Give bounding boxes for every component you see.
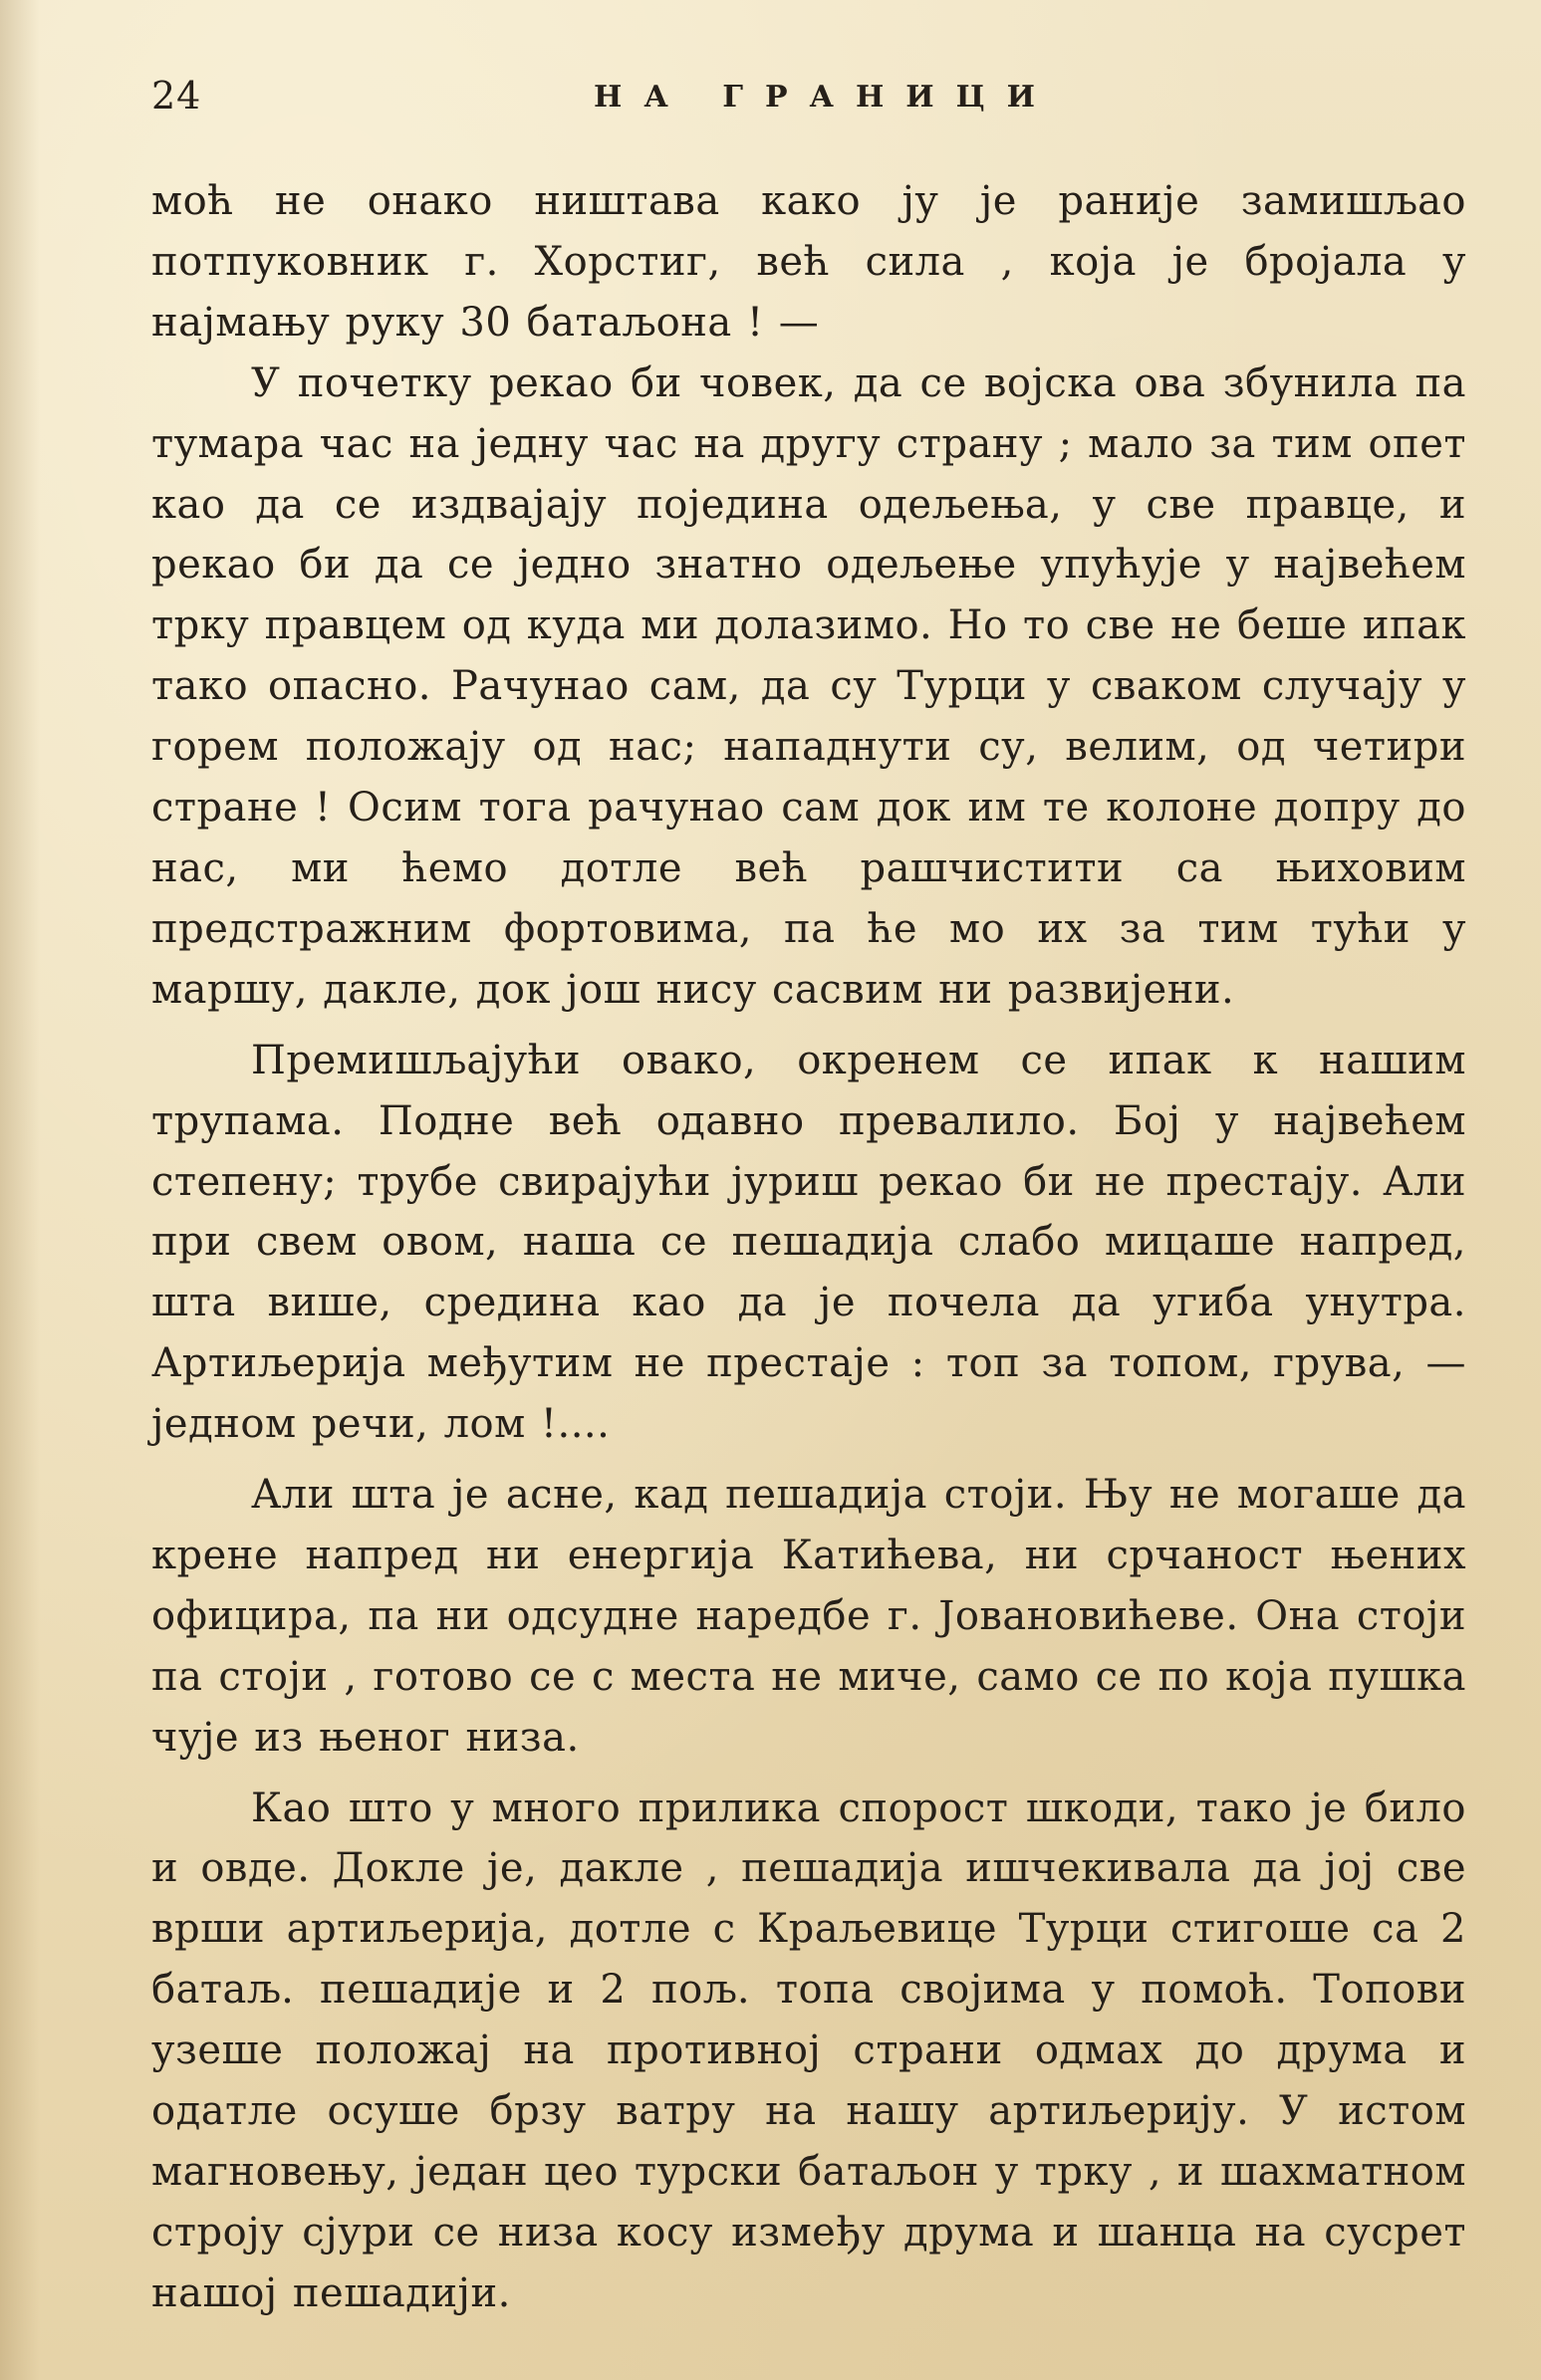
paragraph: Али шта је асне, кад пешадија стоји. Њу не могаше да крене напред ни енергија Катићева, ни срчаност њених официра, па ни одсудне наредбе г. Јовановићеве. Она стоји па стоји , готово се с места не миче, само се по која пушка чује из њеног низа.	[151, 1472, 1466, 1761]
page-number: 24	[151, 74, 202, 118]
paragraph-gap	[151, 1021, 1466, 1031]
paragraph-gap	[151, 1455, 1466, 1465]
paragraph: Као што у много прилика спорост шкоди, тако је било и овде. Докле је, дакле , пешадија ишчекивала да јој све врши артиљерија, дотле с Краљевице Турци стигоше са 2 батаљ. пешадије и 2 пољ. топа својима у помоћ. Топови узеше положај на противној страни одмах до друма и одатле осуше брзу ватру на нашу артиљерију. У истом магновењу, један цео турски батаљон у трку , и шахматном строју сјури се низа косу између друма и шанца на сусрет нашој пешадији.	[151, 1785, 1466, 2316]
paragraph-gap	[151, 1769, 1466, 1779]
running-head: НА ГРАНИЦИ	[594, 80, 1057, 115]
page-header	[149, 66, 1461, 125]
paragraph: Премишљајући овако, окренем се ипак к нашим трупама. Подне већ одавно превалило. Бој у највећем степену; трубе свирајући јуриш рекао би не престају. Али при свем овом, наша се пешадија слабо мицаше напред, шта више, средина као да је почела да угиба унутра. Артиљерија међутим не престаје : топ за топом, грува, — једном речи, лом !....	[151, 1037, 1466, 1448]
paragraph: моћ не онако ништава како ју је раније замишљао потпуковник г. Хорстиг, већ сила , која је бројала у најмању руку 30 батаљона ! —	[151, 178, 1466, 346]
body-text	[151, 171, 1466, 2324]
paragraph: У почетку рекао би човек, да се војска ова збунила па тумара час на једну час на другу страну ; мало за тим опет као да се издвајају поједина одељења, у све правце, и рекао би да се једно знатно одељење упућује у највећем трку правцем од куда ми долазимо. Но то све не беше ипак тако опасно. Рачунао сам, да су Турци у сваком случају у горем положају од нас; нападнути су, велим, од четири стране ! Осим тога рачунао сам док им те колоне допру до нас, ми ћемо дотле већ рашчистити са њиховим предстражним фортовима, па ће мо их за тим тући у маршу, дакле, док још нису сасвим ни развијени.	[151, 359, 1466, 1013]
